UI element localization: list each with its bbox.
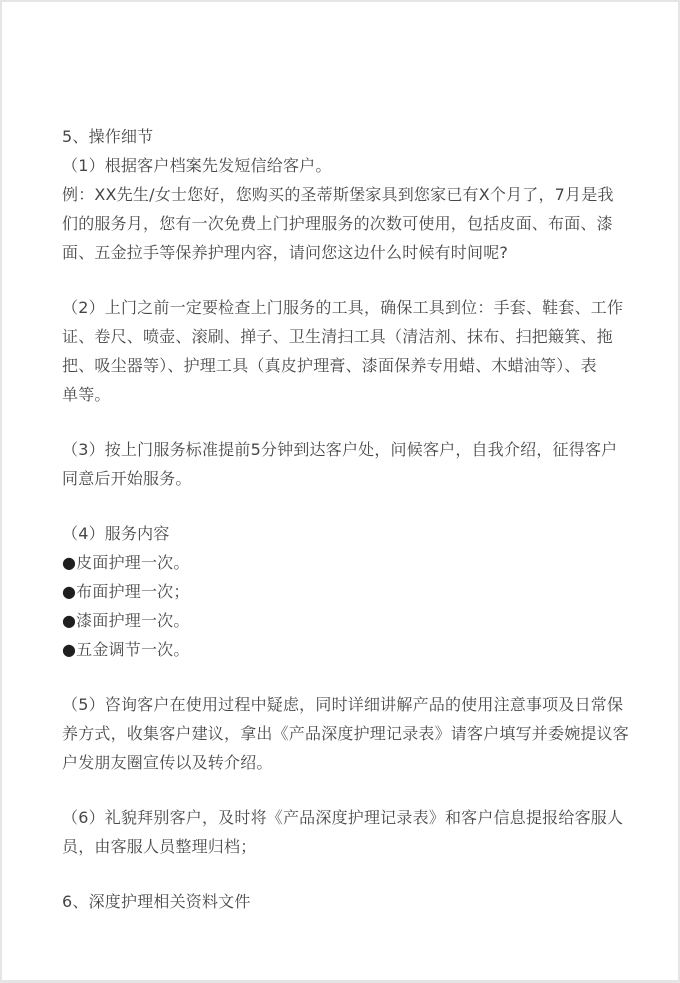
text-line: 证、卷尺、喷壶、滚刷、掸子、卫生清扫工具（清洁剂、抹布、扫把簸箕、拖	[62, 327, 613, 346]
bullet-text: 五金调节一次。	[76, 640, 190, 659]
text-line: 同意后开始服务。	[62, 469, 192, 488]
bullet-icon: ●	[62, 582, 77, 601]
document-content	[2, 2, 678, 916]
section-5-heading: 5、操作细节	[62, 127, 154, 146]
item-5-paragraph	[62, 690, 630, 777]
text-line: 面、五金拉手等保养护理内容，请问您这边什么时候有时间呢?	[62, 243, 509, 262]
text-line: 养方式，收集客户建议，拿出《产品深度护理记录表》请客户填写并委婉提议客	[62, 724, 630, 743]
item-4-heading-block	[62, 519, 618, 548]
text-line: （5）咨询客户在使用过程中疑虑，同时详细讲解产品的使用注意事项及日常保	[62, 695, 624, 714]
item-3-paragraph	[62, 435, 618, 493]
sms-example-paragraph	[62, 180, 618, 267]
text-line: 单等。	[62, 385, 111, 404]
section-5-block	[62, 122, 618, 180]
item-4-heading: （4）服务内容	[62, 524, 170, 543]
bullet-icon: ●	[62, 611, 77, 630]
text-line: （3）按上门服务标准提前5分钟到达客户处，问候客户，自我介绍，征得客户	[62, 440, 618, 459]
text-line: （6）礼貌拜别客户，及时将《产品深度护理记录表》和客户信息提报给客服人	[62, 808, 624, 827]
bullet-text: 漆面护理一次。	[76, 611, 190, 630]
text-line: （2）上门之前一定要检查上门服务的工具，确保工具到位：手套、鞋套、工作	[62, 298, 624, 317]
bullet-item	[62, 635, 618, 664]
item-6-paragraph	[62, 803, 624, 861]
bullet-item	[62, 606, 618, 635]
service-bullet-list	[62, 548, 618, 664]
bullet-icon: ●	[62, 640, 77, 659]
item-1-text: （1）根据客户档案先发短信给客户。	[62, 156, 332, 175]
bullet-item	[62, 577, 618, 606]
bullet-item	[62, 548, 618, 577]
text-line: 员，由客服人员整理归档；	[62, 837, 257, 856]
text-line: 例：XX先生/女士您好，您购买的圣蒂斯堡家具到您家已有X个月了，7月是我	[62, 185, 614, 204]
section-6-block	[62, 887, 618, 916]
bullet-text: 皮面护理一次。	[76, 553, 190, 572]
item-2-paragraph	[62, 293, 624, 409]
bullet-text: 布面护理一次；	[76, 582, 190, 601]
text-line: 把、吸尘器等）、护理工具（真皮护理膏、漆面保养专用蜡、木蜡油等）、表	[62, 356, 597, 375]
section-6-heading: 6、深度护理相关资料文件	[62, 892, 251, 911]
bullet-icon: ●	[62, 553, 77, 572]
text-line: 们的服务月，您有一次免费上门护理服务的次数可使用，包括皮面、布面、漆	[62, 214, 613, 233]
text-line: 户发朋友圈宣传以及转介绍。	[62, 753, 273, 772]
